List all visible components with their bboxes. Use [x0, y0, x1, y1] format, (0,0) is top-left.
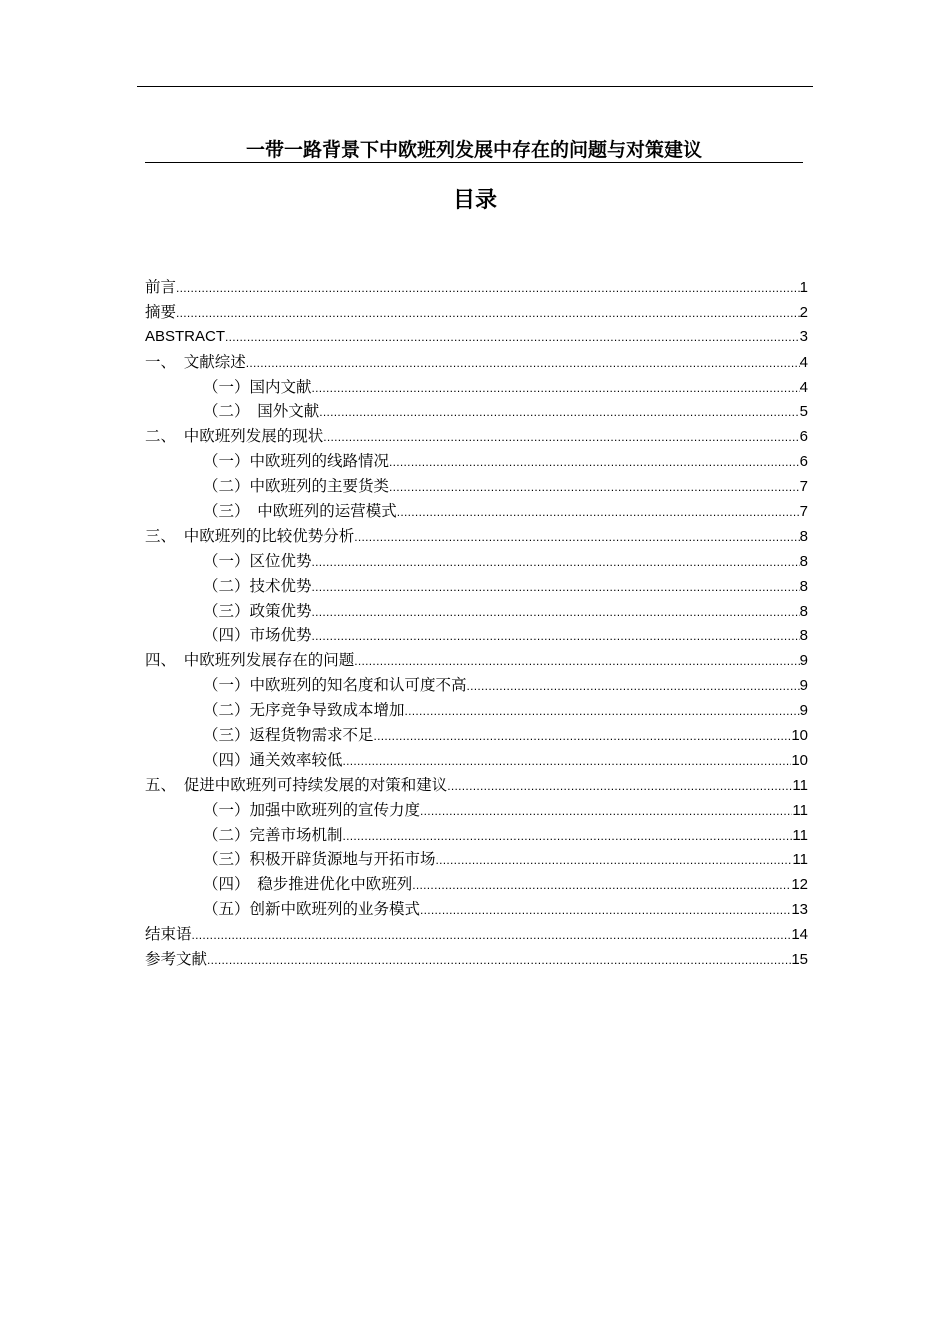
- table-of-contents: [145, 275, 808, 972]
- toc-entry-title: 四、 中欧班列发展存在的问题: [145, 651, 355, 670]
- dot-leader: [207, 948, 791, 973]
- toc-entry-page-number: 10: [791, 727, 808, 745]
- dot-leader: [354, 525, 799, 550]
- dot-leader: [312, 376, 800, 401]
- dot-leader: [246, 351, 800, 376]
- dot-leader: [312, 600, 800, 625]
- toc-entry-title: （二）中欧班列的主要货类: [203, 477, 390, 496]
- toc-entry-title: 五、 促进中欧班列可持续发展的对策和建议: [145, 775, 448, 794]
- dot-leader: [343, 749, 792, 774]
- toc-entry[interactable]: [145, 399, 808, 424]
- toc-entry-title: （一）中欧班列的知名度和认可度不高: [203, 676, 467, 695]
- toc-entry[interactable]: [145, 947, 808, 972]
- toc-entry-page-number: 6: [799, 453, 808, 471]
- toc-entry[interactable]: [145, 748, 808, 773]
- dot-leader: [405, 699, 800, 724]
- toc-entry[interactable]: [145, 623, 808, 648]
- toc-entry[interactable]: [145, 698, 808, 723]
- toc-entry-title: （三）返程货物需求不足: [203, 726, 374, 745]
- toc-entry-title: （二）技术优势: [203, 576, 312, 595]
- dot-leader: [436, 848, 793, 873]
- dot-leader: [420, 799, 792, 824]
- toc-entry-page-number: 9: [799, 677, 808, 695]
- dot-leader: [447, 774, 792, 799]
- toc-entry-title: 结束语: [145, 925, 192, 944]
- toc-entry-title: （二）完善市场机制: [203, 825, 343, 844]
- toc-entry[interactable]: [145, 897, 808, 922]
- toc-entry[interactable]: [145, 673, 808, 698]
- toc-entry-title: （二）无序竞争导致成本增加: [203, 701, 405, 720]
- toc-entry-page-number: 1: [799, 279, 808, 296]
- header-rule: [137, 86, 813, 87]
- toc-entry-page-number: 11: [792, 851, 808, 869]
- toc-entry-title: 一、 文献综述: [145, 352, 246, 371]
- toc-entry[interactable]: [145, 773, 808, 798]
- toc-entry[interactable]: [145, 823, 808, 848]
- toc-entry-title: （四）市场优势: [203, 626, 312, 645]
- toc-entry[interactable]: [145, 798, 808, 823]
- toc-entry-title: 参考文献: [145, 950, 208, 969]
- dot-leader: [397, 500, 800, 525]
- toc-entry-page-number: 8: [799, 552, 808, 570]
- toc-entry[interactable]: [145, 499, 808, 524]
- toc-entry-title: （五）创新中欧班列的业务模式: [203, 900, 421, 919]
- dot-leader: [467, 674, 800, 699]
- dot-leader: [312, 575, 800, 600]
- dot-leader: [420, 898, 791, 923]
- toc-entry-title: （一）中欧班列的线路情况: [203, 452, 390, 471]
- toc-entry[interactable]: [145, 549, 808, 574]
- toc-entry-page-number: 13: [791, 901, 808, 919]
- toc-entry-title: 二、 中欧班列发展的现状: [145, 427, 324, 446]
- dot-leader: [312, 550, 800, 575]
- dot-leader: [176, 276, 800, 301]
- dot-leader: [323, 425, 799, 450]
- toc-entry[interactable]: [145, 424, 808, 449]
- toc-entry[interactable]: [145, 599, 808, 624]
- toc-entry-title: （一）国内文献: [203, 377, 312, 396]
- toc-entry-page-number: 8: [799, 627, 808, 645]
- toc-entry-page-number: 12: [791, 876, 808, 894]
- toc-entry-page-number: 8: [799, 602, 808, 620]
- toc-entry-title: （四）通关效率较低: [203, 750, 343, 769]
- toc-entry-page-number: 5: [799, 403, 808, 421]
- toc-entry-title: ABSTRACT: [145, 327, 226, 345]
- toc-entry-page-number: 3: [799, 327, 808, 345]
- toc-entry-page-number: 7: [799, 503, 808, 521]
- toc-entry-page-number: 8: [799, 577, 808, 595]
- toc-entry[interactable]: [145, 474, 808, 499]
- dot-leader: [389, 450, 800, 475]
- toc-entry-page-number: 4: [799, 353, 808, 371]
- toc-entry-page-number: 10: [791, 751, 808, 769]
- toc-entry[interactable]: [145, 300, 808, 325]
- toc-entry-page-number: 14: [791, 926, 808, 944]
- toc-entry[interactable]: [145, 723, 808, 748]
- toc-entry-page-number: 11: [792, 801, 808, 819]
- toc-entry[interactable]: [145, 524, 808, 549]
- toc-entry-page-number: 11: [792, 826, 808, 844]
- toc-entry-title: （三）积极开辟货源地与开拓市场: [203, 850, 436, 869]
- dot-leader: [389, 475, 800, 500]
- toc-entry-title: 三、 中欧班列的比较优势分析: [145, 526, 355, 545]
- dot-leader: [374, 724, 792, 749]
- toc-entry-page-number: 9: [799, 652, 808, 670]
- toc-entry-page-number: 4: [799, 378, 808, 396]
- dot-leader: [225, 325, 800, 350]
- toc-entry[interactable]: [145, 847, 808, 872]
- toc-entry[interactable]: [145, 375, 808, 400]
- toc-entry-title: （三） 中欧班列的运营模式: [203, 502, 397, 521]
- toc-entry-title: （四） 稳步推进优化中欧班列: [203, 875, 413, 894]
- toc-entry-title: （一）区位优势: [203, 551, 312, 570]
- toc-entry[interactable]: [145, 872, 808, 897]
- toc-entry-page-number: 6: [799, 428, 808, 446]
- toc-entry-title: 前言: [145, 278, 177, 296]
- toc-entry-page-number: 8: [799, 527, 808, 545]
- document-title: 一带一路背景下中欧班列发展中存在的问题与对策建议: [145, 138, 803, 163]
- dot-leader: [312, 624, 800, 649]
- dot-leader: [319, 400, 799, 425]
- toc-entry[interactable]: [145, 922, 808, 947]
- toc-entry-title: （一）加强中欧班列的宣传力度: [203, 800, 421, 819]
- toc-entry-title: 摘要: [145, 302, 177, 321]
- toc-entry-title: （三）政策优势: [203, 601, 312, 620]
- dot-leader: [412, 873, 791, 898]
- toc-entry[interactable]: [145, 574, 808, 599]
- toc-entry[interactable]: [145, 275, 808, 300]
- toc-entry-title: （二） 国外文献: [203, 402, 320, 421]
- toc-heading: 目录: [452, 188, 497, 213]
- toc-entry-page-number: 9: [799, 702, 808, 720]
- toc-entry[interactable]: [145, 325, 808, 350]
- dot-leader: [343, 824, 793, 849]
- toc-entry-page-number: 11: [792, 776, 808, 794]
- dot-leader: [176, 301, 800, 326]
- toc-entry[interactable]: [145, 648, 808, 673]
- dot-leader: [354, 649, 799, 674]
- toc-entry-page-number: 7: [799, 478, 808, 496]
- toc-entry[interactable]: [145, 449, 808, 474]
- toc-entry-page-number: 2: [799, 303, 808, 321]
- dot-leader: [192, 923, 792, 948]
- toc-entry[interactable]: [145, 350, 808, 375]
- toc-entry-page-number: 15: [791, 951, 808, 969]
